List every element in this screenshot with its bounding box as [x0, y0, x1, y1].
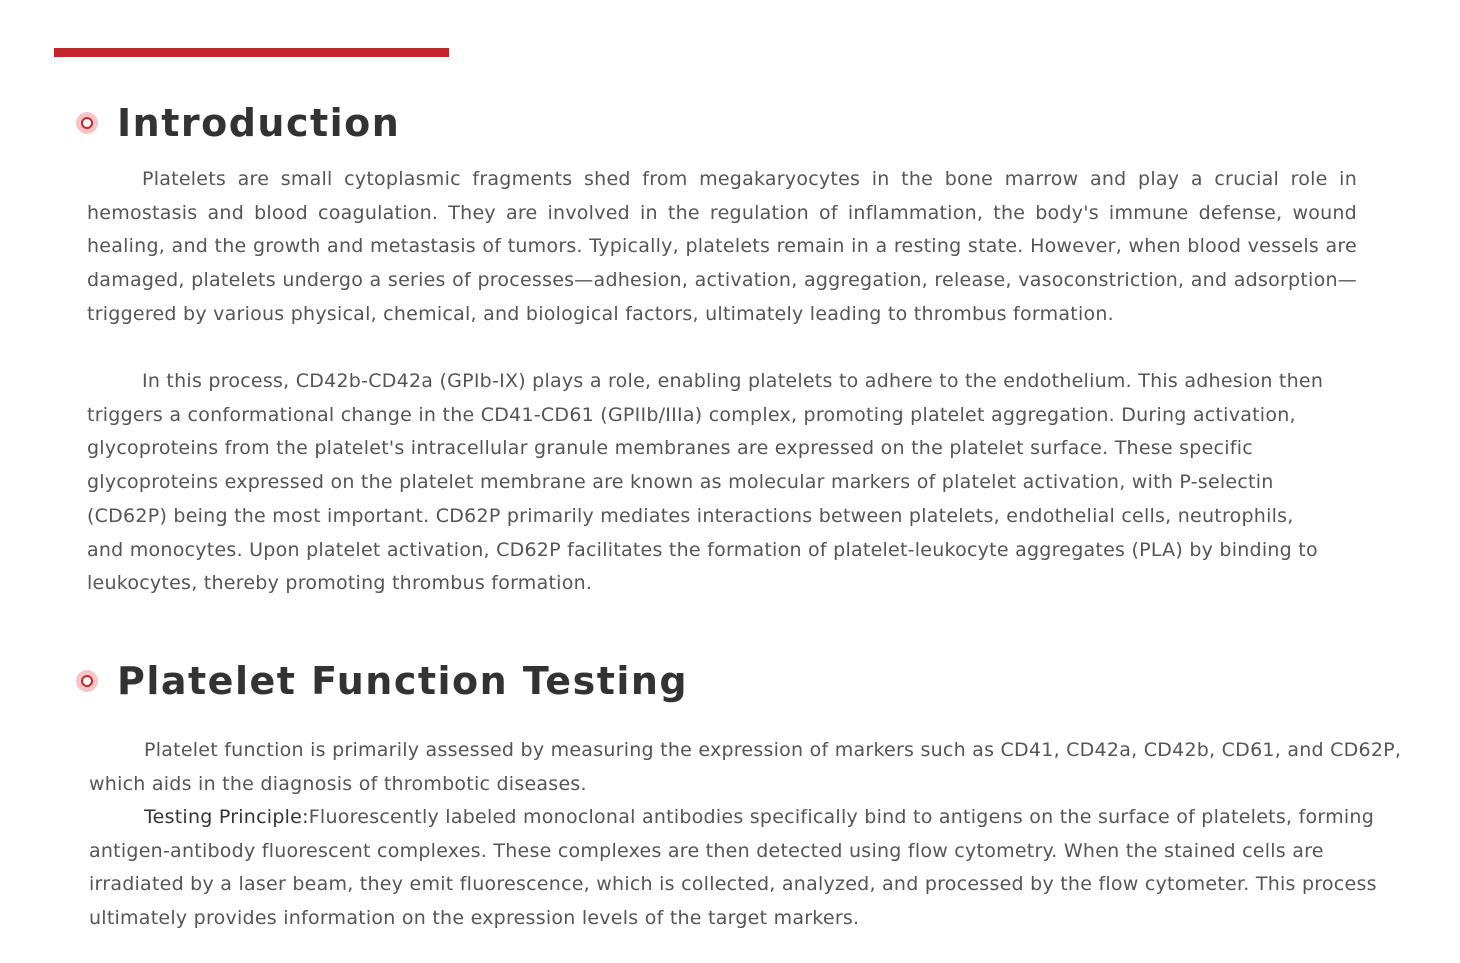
section-title: Platelet Function Testing: [117, 659, 689, 703]
testing-principle-paragraph: [89, 801, 1399, 936]
target-ring-icon: [76, 112, 98, 134]
intro-paragraph-1: Platelets are small cytoplasmic fragments shed from megakaryocytes in the bone marrow and play a crucial role in hemostasis and blood coagulation. They are involved in the regulation of inflammation, the body's immune defense, wound healing, and the growth and metastasis of tumors. Typically, platelets remain in a resting state. However, when blood vessels are damaged, platelets undergo a series of processes—adhesion, activation, aggregation, release, vasoconstriction, and adsorption—triggered by various physical, chemical, and biological factors, ultimately leading to thrombus formation.: [87, 168, 1357, 325]
section-title: Introduction: [117, 101, 401, 145]
testing-paragraph-1: Platelet function is primarily assessed by measuring the expression of markers such as CD41, CD42a, CD42b, CD61, and CD62P, which aids in the diagnosis of thrombotic diseases.: [89, 739, 1402, 795]
target-ring-icon: [76, 670, 98, 692]
section-header-introduction: [76, 100, 400, 146]
section-header-platelet-function-testing: [76, 658, 688, 704]
top-accent-bar: [54, 48, 449, 57]
testing-principle-label: Testing Principle:: [144, 806, 309, 828]
intro-paragraph-2: In this process, CD42b-CD42a (GPIb-IX) plays a role, enabling platelets to adhere to the endothelium. This adhesion then triggers a conformational change in the CD41-CD61 (GPIIb/IIIa) complex, promoting platelet aggregation. During activation, glycoproteins from the platelet's intracellular granule membranes are expressed on the platelet surface. These specific glycoproteins expressed on the platelet membrane are known as molecular markers of platelet activation, with P-selectin (CD62P) being the most important. CD62P primarily mediates interactions between platelets, endothelial cells, neutrophils, and monocytes. Upon platelet activation, CD62P facilitates the formation of platelet-leukocyte aggregates (PLA) by binding to leukocytes, thereby promoting thrombus formation.: [87, 370, 1324, 595]
testing-principle-text: Fluorescently labeled monoclonal antibodies specifically bind to antigens on the surface of platelets, forming antigen-antibody fluorescent complexes. These complexes are then detected using flow cytometry. When the stained cells are irradiated by a laser beam, they emit fluorescence, which is collected, analyzed, and processed by the flow cytometer. This process ultimately provides information on the expression levels of the target markers.: [89, 806, 1377, 930]
